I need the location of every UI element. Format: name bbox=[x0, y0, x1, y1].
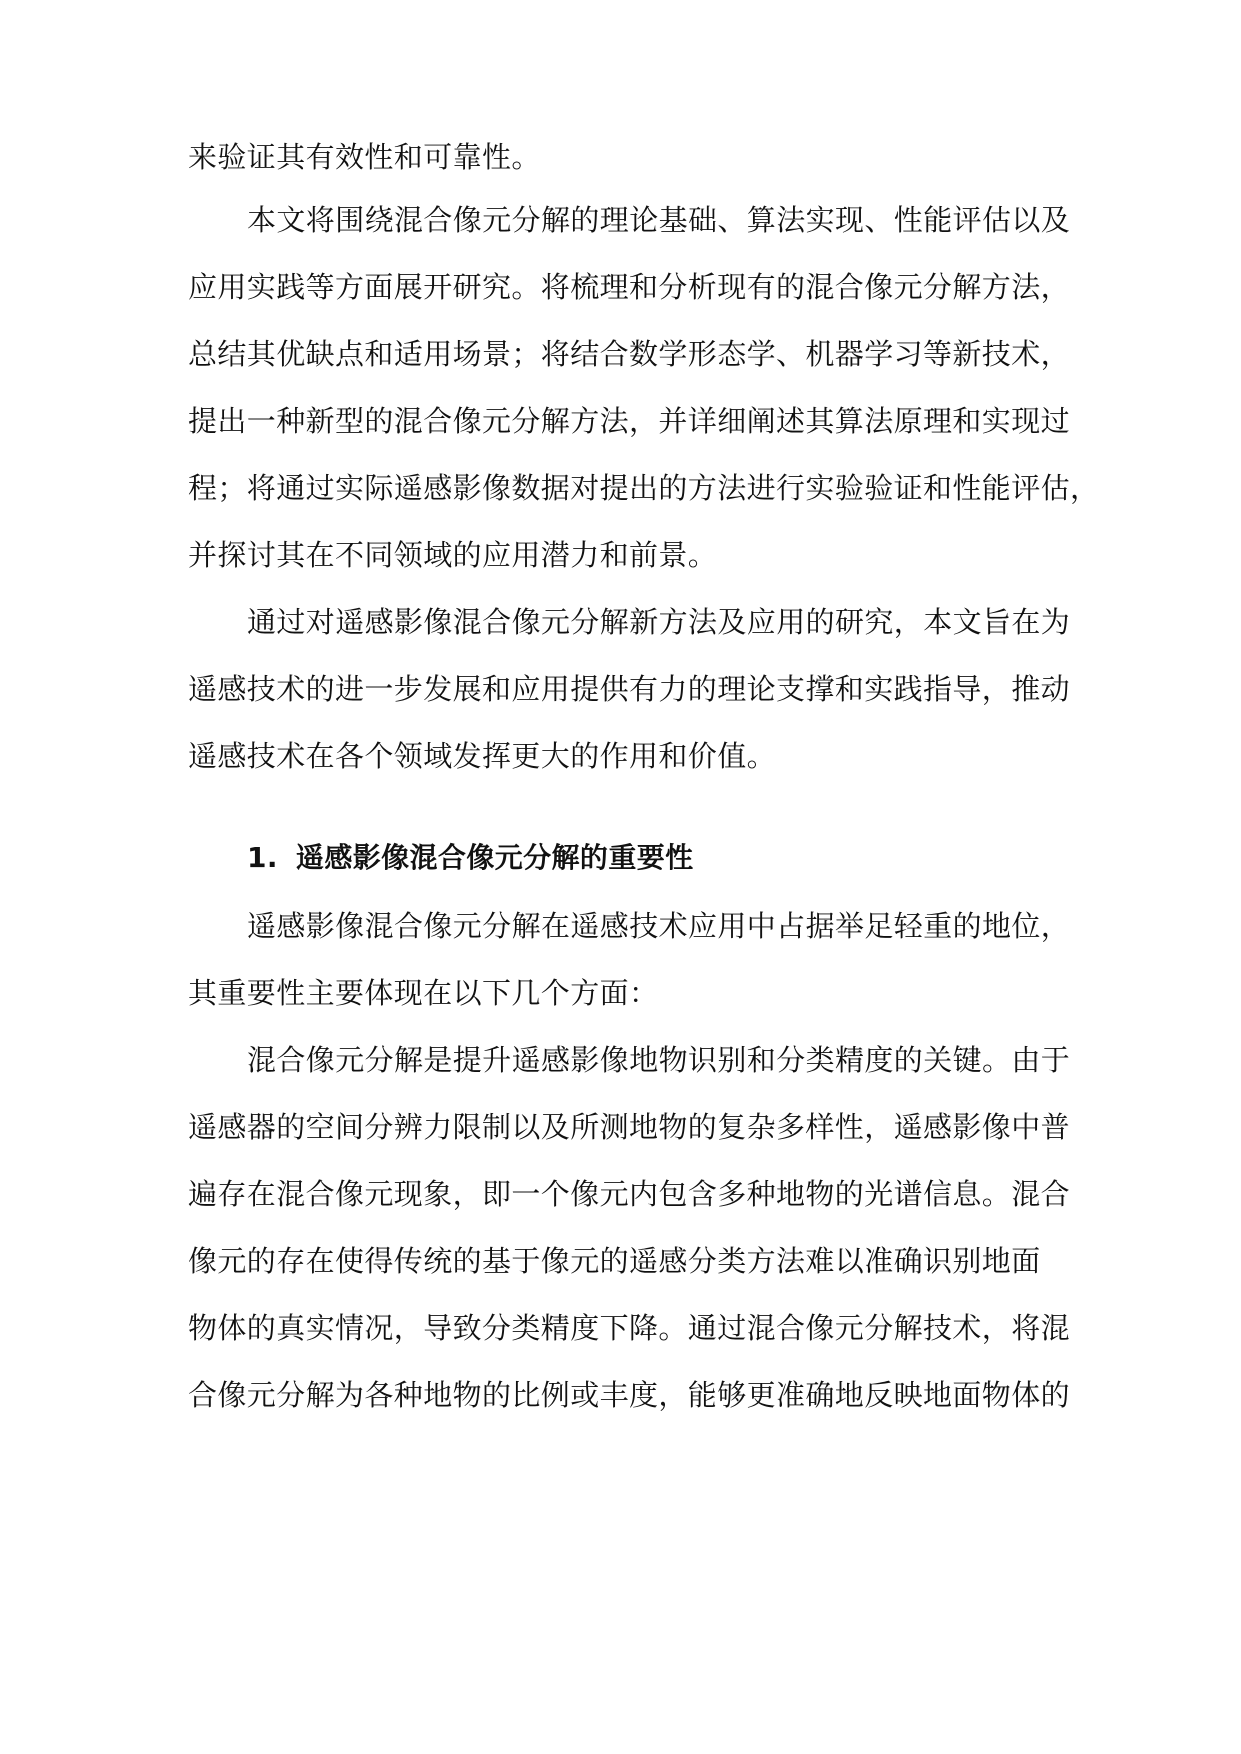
body-line: 总结其优缺点和适用场景；将结合数学形态学、机器学习等新技术， bbox=[188, 337, 1071, 371]
body-line: 其重要性主要体现在以下几个方面： bbox=[188, 976, 659, 1010]
paragraph-first-line: 混合像元分解是提升遥感影像地物识别和分类精度的关键。由于 bbox=[247, 1043, 1071, 1077]
body-line: 程；将通过实际遥感影像数据对提出的方法进行实验验证和性能评估， bbox=[188, 471, 1100, 505]
body-line: 遍存在混合像元现象，即一个像元内包含多种地物的光谱信息。混合 bbox=[188, 1177, 1071, 1211]
body-line: 物体的真实情况，导致分类精度下降。通过混合像元分解技术，将混 bbox=[188, 1311, 1071, 1345]
section-heading bbox=[247, 834, 1068, 882]
body-line: 应用实践等方面展开研究。将梳理和分析现有的混合像元分解方法， bbox=[188, 270, 1071, 304]
body-line: 提出一种新型的混合像元分解方法，并详细阐述其算法原理和实现过 bbox=[188, 404, 1071, 438]
body-line: 并探讨其在不同领域的应用潜力和前景。 bbox=[188, 538, 718, 572]
body-line: 合像元分解为各种地物的比例或丰度，能够更准确地反映地面物体的 bbox=[188, 1378, 1071, 1412]
body-line: 遥感技术的进一步发展和应用提供有力的理论支撑和实践指导，推动 bbox=[188, 672, 1071, 706]
paragraph-first-line: 通过对遥感影像混合像元分解新方法及应用的研究，本文旨在为 bbox=[247, 605, 1071, 639]
body-line: 遥感器的空间分辨力限制以及所测地物的复杂多样性，遥感影像中普 bbox=[188, 1110, 1071, 1144]
body-line: 遥感技术在各个领域发挥更大的作用和价值。 bbox=[188, 739, 777, 773]
section-title: 遥感影像混合像元分解的重要性 bbox=[295, 841, 694, 874]
body-line: 像元的存在使得传统的基于像元的遥感分类方法难以准确识别地面 bbox=[188, 1244, 1041, 1278]
section-number: 1. bbox=[247, 841, 278, 874]
paragraph-first-line: 遥感影像混合像元分解在遥感技术应用中占据举足轻重的地位， bbox=[247, 909, 1071, 943]
body-line: 来验证其有效性和可靠性。 bbox=[188, 140, 541, 174]
paragraph-first-line: 本文将围绕混合像元分解的理论基础、算法实现、性能评估以及 bbox=[247, 203, 1071, 237]
